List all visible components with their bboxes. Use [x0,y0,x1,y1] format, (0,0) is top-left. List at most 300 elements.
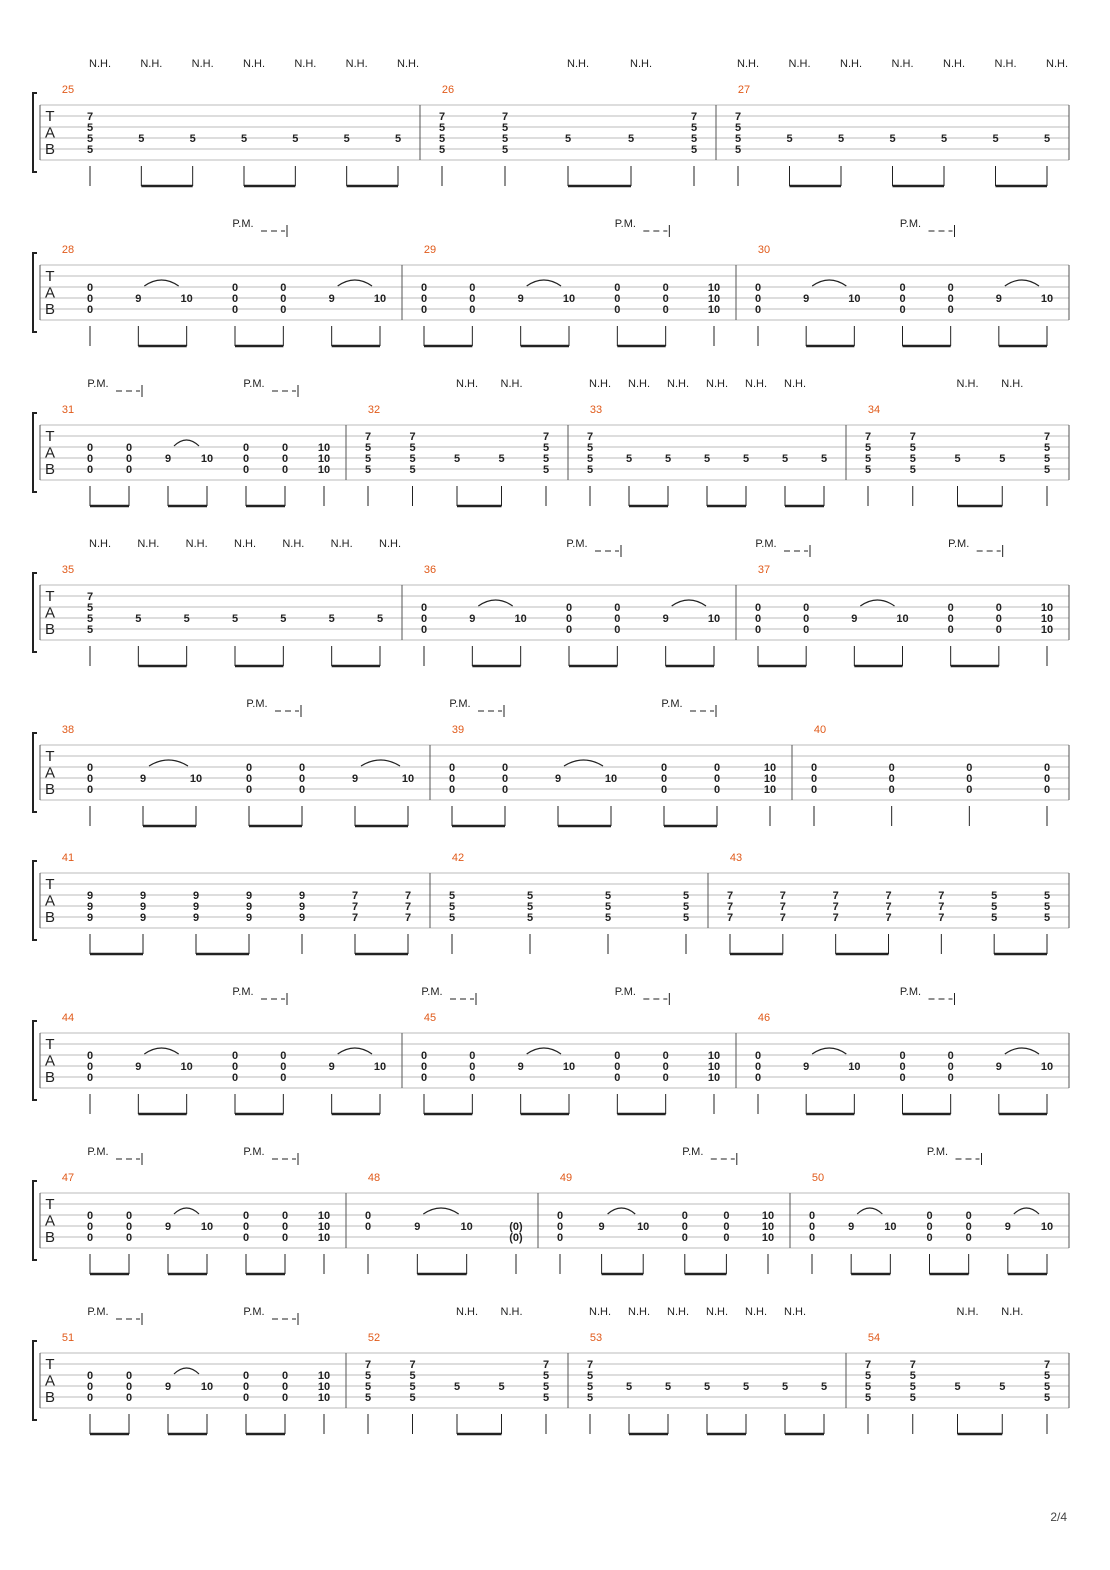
fret-number: 9 [803,1061,810,1073]
fret-number: 5 [1043,133,1051,145]
fret-number: 0 [713,773,721,785]
fret-number: 9 [598,1221,605,1233]
fret-number: 0 [556,1232,564,1244]
fret-number: 10 [180,1061,193,1073]
fret-number: 0 [899,1050,906,1062]
fret-number: 0 [281,442,289,454]
fret-number: 0 [501,762,509,774]
bar-number: 32 [367,404,381,416]
natural-harmonic-label: N.H. [567,58,589,70]
tie-arc [672,600,706,606]
bar-number: 33 [589,404,603,416]
tab-system [33,218,1069,346]
fret-number: 10 [317,1210,331,1222]
fret-number: 0 [723,1232,730,1244]
fret-number: 0 [947,613,954,625]
fret-number: 10 [884,1221,897,1233]
fret-number: 0 [86,1210,94,1222]
fret-number: 0 [614,293,621,305]
page-number: 2/4 [1050,1510,1067,1524]
fret-number: 5 [703,1381,711,1393]
fret-number: 0 [86,1072,94,1084]
fret-number: 9 [139,890,147,902]
fret-number: 0 [947,1061,954,1073]
fret-number: 0 [662,304,669,316]
fret-number: 9 [192,901,200,913]
fret-number: (0) [509,1221,523,1233]
fret-number: 10 [604,773,618,785]
tab-clef-letter: T [45,1356,55,1373]
fret-number: 10 [763,762,777,774]
bar-number: 25 [61,84,75,96]
fret-number: 9 [848,1221,855,1233]
fret-number: 0 [899,282,906,294]
natural-harmonic-label: N.H. [243,58,265,70]
fret-number: 0 [86,1232,94,1244]
palm-mute-label: P.M. [661,698,683,710]
fret-number: 5 [409,453,416,465]
fret-number: 7 [832,912,839,924]
fret-number: 0 [280,1061,287,1073]
fret-number: 0 [420,1061,428,1073]
tie-arc [174,1208,199,1214]
fret-number: 5 [86,624,94,636]
fret-number: 0 [125,1381,133,1393]
fret-number: 7 [832,890,839,902]
fret-number: 5 [991,901,998,913]
fret-number: 10 [1040,602,1054,614]
fret-number: 0 [281,1370,289,1382]
fret-number: 0 [469,1061,476,1073]
natural-harmonic-label: N.H. [234,538,256,550]
fret-number: 5 [438,122,446,134]
fret-number: 0 [965,1232,972,1244]
fret-number: 5 [501,144,509,156]
fret-number: 0 [1043,762,1051,774]
fret-number: 0 [242,1232,250,1244]
fret-number: 0 [86,464,94,476]
fret-number: 0 [420,602,428,614]
fret-number: 5 [742,453,750,465]
fret-number: 0 [86,1381,94,1393]
tab-system [33,378,1069,506]
fret-number: 5 [734,122,742,134]
tab-clef-letter: B [44,1069,56,1086]
fret-number: 10 [763,784,777,796]
bar-number: 27 [737,84,751,96]
fret-number: 0 [754,624,762,636]
fret-number: 0 [966,773,973,785]
fret-number: 5 [954,1381,961,1393]
fret-number: 0 [614,602,621,614]
fret-number: 7 [938,890,945,902]
natural-harmonic-label: N.H. [1001,1306,1024,1318]
fret-number: 0 [1043,784,1051,796]
fret-number: 7 [885,901,892,913]
fret-number: 5 [664,453,672,465]
fret-number: 5 [1043,890,1051,902]
fret-number: 5 [86,144,94,156]
tie-arc [1014,1208,1039,1214]
tab-clef-letter: B [44,1229,56,1246]
fret-number: 7 [909,1359,916,1371]
fret-number: 0 [420,282,428,294]
fret-number: 0 [660,762,668,774]
tab-clef-letter: T [45,588,55,605]
system-bracket [33,573,37,652]
palm-mute-label: P.M. [926,1146,949,1158]
fret-number: 0 [86,1050,94,1062]
bar-number: 45 [423,1012,437,1024]
fret-number: 9 [164,453,172,465]
fret-number: 0 [965,1221,972,1233]
fret-number: 5 [820,1381,828,1393]
palm-mute-label: P.M. [246,698,268,710]
fret-number: 0 [242,1381,250,1393]
natural-harmonic-label: N.H. [589,378,611,390]
palm-mute-label: P.M. [87,1146,109,1158]
fret-number: 5 [498,1381,505,1393]
fret-number: 5 [183,613,190,625]
fret-number: 0 [86,293,94,305]
fret-number: 0 [614,624,621,636]
fret-number: 9 [135,293,142,305]
fret-number: 0 [808,1210,816,1222]
fret-number: 0 [125,464,133,476]
fret-number: 7 [364,1359,372,1371]
fret-number: 0 [899,1061,906,1073]
fret-number: 9 [245,912,253,924]
fret-number: 5 [86,602,94,614]
fret-number: 9 [139,901,147,913]
fret-number: 0 [469,282,476,294]
fret-number: 5 [453,1381,461,1393]
natural-harmonic-label: N.H. [706,1306,728,1318]
fret-number: 10 [707,1072,721,1084]
fret-number: 5 [627,133,635,145]
tie-arc [361,760,400,766]
natural-harmonic-label: N.H. [397,58,419,70]
fret-number: 5 [542,464,550,476]
fret-number: 5 [448,912,456,924]
natural-harmonic-label: N.H. [1001,378,1024,390]
fret-number: 5 [364,1381,372,1393]
natural-harmonic-label: N.H. [891,58,914,70]
natural-harmonic-label: N.H. [185,538,208,550]
system-bracket [33,861,37,940]
fret-number: 0 [803,602,810,614]
bar-number: 52 [367,1332,381,1344]
fret-number: 10 [200,1221,214,1233]
fret-number: 5 [542,1392,550,1404]
fret-number: 0 [245,784,253,796]
tab-clef-letter: A [44,284,56,302]
fret-number: 10 [848,1061,861,1073]
fret-number: 7 [409,431,416,443]
natural-harmonic-label: N.H. [294,58,317,70]
fret-number: 5 [864,453,872,465]
natural-harmonic-label: N.H. [745,378,767,390]
fret-number: 5 [734,133,742,145]
fret-number: 0 [242,1221,250,1233]
fret-number: 10 [1040,1061,1054,1073]
fret-number: 7 [364,431,372,443]
natural-harmonic-label: N.H. [788,58,811,70]
tab-system [33,698,1069,826]
fret-number: 0 [86,304,94,316]
fret-number: 5 [586,442,594,454]
tie-arc [1005,280,1039,286]
fret-number: 10 [637,1221,650,1233]
tie-arc [338,280,372,286]
fret-number: 7 [351,912,359,924]
bar-number: 44 [61,1012,75,1024]
fret-number: 10 [373,293,387,305]
fret-number: 5 [189,133,196,145]
fret-number: 0 [242,453,250,465]
tab-clef-letter: A [44,1372,56,1390]
fret-number: 0 [501,784,509,796]
fret-number: 0 [614,282,621,294]
tie-arc [812,280,846,286]
bar-number: 54 [867,1332,881,1344]
fret-number: 7 [404,901,412,913]
fret-number: 5 [781,1381,789,1393]
fret-number: 10 [707,1061,721,1073]
fret-number: 5 [409,1370,416,1382]
fret-number: 0 [86,453,94,465]
fret-number: 9 [554,773,562,785]
tab-clef-letter: T [45,1196,55,1213]
fret-number: 5 [1043,901,1051,913]
palm-mute-label: P.M. [243,378,265,390]
fret-number: 0 [947,293,954,305]
system-bracket [33,413,37,492]
tab-clef-letter: T [45,268,55,285]
fret-number: 5 [837,133,845,145]
fret-number: 5 [394,133,402,145]
fret-number: 10 [1040,624,1054,636]
tab-clef-letter: B [44,301,56,318]
fret-number: 0 [947,1050,954,1062]
fret-number: 0 [662,293,669,305]
bar-number: 30 [757,244,771,256]
fret-number: 0 [281,1210,289,1222]
fret-number: 7 [1043,1359,1051,1371]
tie-arc [564,760,603,766]
tab-clef-letter: B [44,781,56,798]
fret-number: 0 [281,1232,289,1244]
fret-number: 9 [414,1221,421,1233]
fret-number: 9 [517,293,524,305]
fret-number: 10 [707,1050,721,1062]
fret-number: 0 [565,602,573,614]
fret-number: 5 [498,453,505,465]
fret-number: 7 [885,890,892,902]
fret-number: 10 [1040,613,1054,625]
fret-number: 5 [682,901,690,913]
natural-harmonic-label: N.H. [956,1306,979,1318]
natural-harmonic-label: N.H. [345,58,368,70]
fret-number: 10 [317,1221,331,1233]
fret-number: 5 [1043,1392,1051,1404]
fret-number: 0 [448,784,456,796]
fret-number: 0 [754,282,762,294]
fret-number: 5 [542,1370,550,1382]
fret-number: 0 [242,1370,250,1382]
natural-harmonic-label: N.H. [943,58,965,70]
fret-number: 0 [242,442,250,454]
fret-number: 7 [726,912,734,924]
palm-mute-label: P.M. [899,218,922,230]
fret-number: 0 [754,304,762,316]
fret-number: 10 [896,613,909,625]
fret-number: 9 [469,613,476,625]
system-bracket [33,1341,37,1420]
tab-clef-letter: B [44,461,56,478]
fret-number: 5 [820,453,828,465]
tie-arc [149,760,188,766]
tab-clef-letter: A [44,892,56,910]
fret-number: 5 [292,133,299,145]
fret-number: 5 [734,144,742,156]
natural-harmonic-label: N.H. [628,378,650,390]
bar-number: 29 [423,244,437,256]
fret-number: 0 [808,1221,816,1233]
fret-number: 0 [420,1072,428,1084]
fret-number: 5 [889,133,896,145]
tie-arc [338,1048,372,1054]
palm-mute-label: P.M. [682,1146,704,1158]
fret-number: 0 [966,784,973,796]
fret-number: 5 [438,133,446,145]
tab-clef-letter: A [44,764,56,782]
fret-number: 0 [448,762,456,774]
tie-arc [527,1048,561,1054]
fret-number: 9 [245,890,253,902]
fret-number: 7 [501,111,509,123]
fret-number: 9 [328,293,335,305]
fret-number: 0 [754,1061,762,1073]
tie-arc [174,440,199,446]
fret-number: 7 [542,1359,550,1371]
fret-number: 0 [280,304,287,316]
fret-number: 0 [281,1381,289,1393]
fret-number: 5 [909,453,916,465]
fret-number: 7 [864,431,872,443]
natural-harmonic-label: N.H. [1046,58,1068,70]
bar-number: 48 [367,1172,381,1184]
fret-number: 0 [808,1232,816,1244]
fret-number: 0 [420,1050,428,1062]
fret-number: 10 [707,282,721,294]
fret-number: 7 [734,111,742,123]
fret-number: 5 [135,613,142,625]
natural-harmonic-label: N.H. [994,58,1017,70]
fret-number: 0 [995,624,1002,636]
fret-number: 5 [586,1370,594,1382]
fret-number: 0 [231,293,239,305]
fret-number: 5 [409,1392,416,1404]
tab-clef-letter: B [44,141,56,158]
fret-number: 7 [726,901,734,913]
palm-mute-label: P.M. [614,986,636,998]
fret-number: 5 [742,1381,750,1393]
fret-number: 10 [707,293,721,305]
fret-number: 9 [192,912,200,924]
fret-number: 10 [707,304,721,316]
fret-number: 0 [888,784,895,796]
fret-number: 9 [662,613,669,625]
fret-number: 10 [562,293,576,305]
fret-number: 0 [660,773,668,785]
fret-number: 10 [562,1061,576,1073]
fret-number: 5 [1043,464,1051,476]
fret-number: 5 [364,442,372,454]
fret-number: 5 [448,890,456,902]
natural-harmonic-label: N.H. [667,1306,689,1318]
fret-number: 0 [280,1050,287,1062]
fret-number: 10 [460,1221,473,1233]
fret-number: 5 [542,453,550,465]
fret-number: 10 [761,1232,775,1244]
palm-mute-label: P.M. [899,986,922,998]
tie-arc [860,600,894,606]
fret-number: 0 [681,1221,688,1233]
fret-number: 10 [317,464,331,476]
fret-number: 5 [690,122,698,134]
bar-number: 53 [589,1332,603,1344]
fret-number: 0 [662,1061,669,1073]
tab-clef-letter: B [44,909,56,926]
fret-number: 0 [1043,773,1051,785]
fret-number: 7 [938,901,945,913]
fret-number: 0 [995,602,1002,614]
fret-number: 9 [328,1061,335,1073]
tab-system [33,58,1069,186]
fret-number: 0 [281,464,289,476]
fret-number: 5 [1043,453,1051,465]
fret-number: 10 [1040,1221,1054,1233]
fret-number: 7 [779,912,786,924]
fret-number: 7 [885,912,892,924]
natural-harmonic-label: N.H. [630,58,652,70]
fret-number: 0 [713,762,721,774]
fret-number: 0 [926,1221,933,1233]
fret-number: 0 [125,1392,133,1404]
fret-number: 5 [999,453,1006,465]
tab-clef-letter: T [45,1036,55,1053]
fret-number: 9 [139,912,147,924]
natural-harmonic-label: N.H. [667,378,689,390]
fret-number: 7 [542,431,550,443]
fret-number: 5 [954,453,961,465]
bar-number: 34 [867,404,881,416]
fret-number: 0 [614,304,621,316]
fret-number: 5 [501,133,509,145]
fret-number: 5 [364,1392,372,1404]
fret-number: 5 [526,912,534,924]
fret-number: 7 [586,431,594,443]
fret-number: 0 [86,773,94,785]
natural-harmonic-label: N.H. [191,58,214,70]
tab-clef-letter: B [44,621,56,638]
fret-number: 0 [86,1061,94,1073]
fret-number: 10 [200,453,214,465]
fret-number: 0 [947,624,954,636]
fret-number: 9 [517,1061,524,1073]
fret-number: 0 [281,453,289,465]
